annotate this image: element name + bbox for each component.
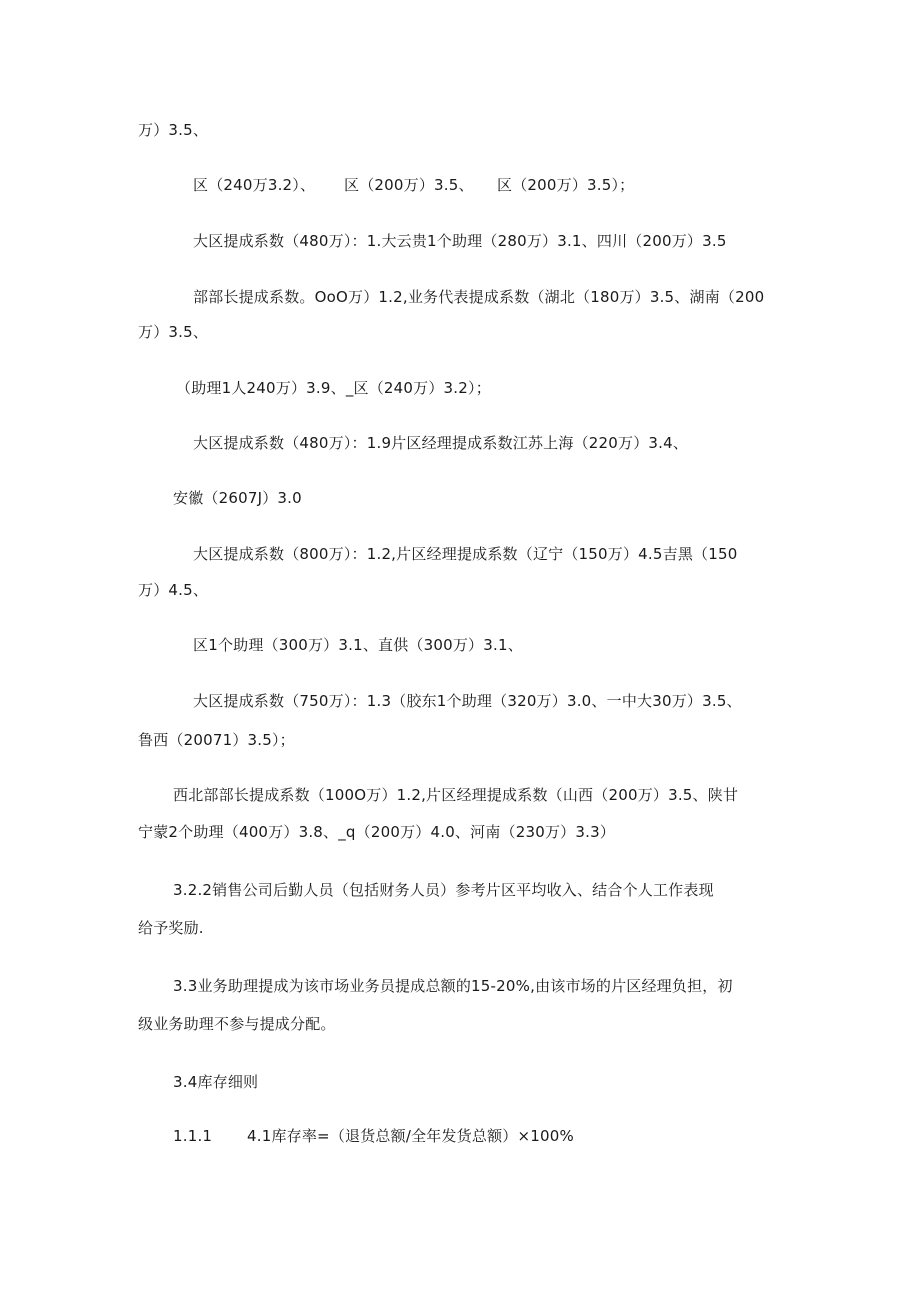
text-line: 区（200万）3.5、: [344, 176, 474, 194]
formula-line: 4.1库存率=（退货总额/全年发货总额）×100%: [247, 1127, 574, 1145]
text-line: 宁蒙2个助理（400万）3.8、_q（200万）4.0、河南（230万）3.3）: [138, 823, 616, 841]
section-number: 1.1.1: [173, 1127, 213, 1145]
text-line: 大区提成系数（750万）：1.3（胶东1个助理（320万）3.0、一中大30万）3.5、: [193, 692, 742, 710]
text-line: 给予奖励.: [138, 919, 204, 937]
text-line: 万）4.5、: [138, 581, 209, 599]
text-line: 大区提成系数（480万）：1.9片区经理提成系数江苏上海（220万）3.4、: [193, 434, 689, 452]
text-line: 鲁西（20071）3.5）；: [138, 731, 295, 749]
text-line: 万）3.5、: [138, 121, 209, 139]
text-line: 大区提成系数（480万）：1.大云贵1个助理（280万）3.1、四川（200万）3.5: [193, 232, 727, 250]
text-line: 区（240万3.2）、: [193, 176, 316, 194]
text-line: 部部长提成系数。OoO万）1.2,业务代表提成系数（湖北（180万）3.5、湖南（200: [193, 288, 765, 306]
text-line: 级业务助理不参与提成分配。: [138, 1015, 336, 1033]
text-line: 区（200万）3.5）；: [497, 176, 635, 194]
section-heading: 3.4库存细则: [173, 1073, 259, 1091]
text-line: 3.3业务助理提成为该市场业务员提成总额的15-20%,由该市场的片区经理负担，初: [173, 977, 733, 995]
text-line: 区1个助理（300万）3.1、直供（300万）3.1、: [193, 636, 523, 654]
text-line: 安徽（2607J）3.0: [173, 489, 302, 507]
text-line: （助理1人240万）3.9、_区（240万）3.2）；: [176, 379, 491, 397]
text-line: 万）3.5、: [138, 323, 209, 341]
text-line: 3.2.2销售公司后勤人员（包括财务人员）参考片区平均收入、结合个人工作表现: [173, 881, 714, 899]
text-line: 西北部部长提成系数（100O万）1.2,片区经理提成系数（山西（200万）3.5、陕甘: [173, 786, 739, 804]
text-line: 大区提成系数（800万）：1.2,片区经理提成系数（辽宁（150万）4.5吉黑（150: [193, 545, 738, 563]
